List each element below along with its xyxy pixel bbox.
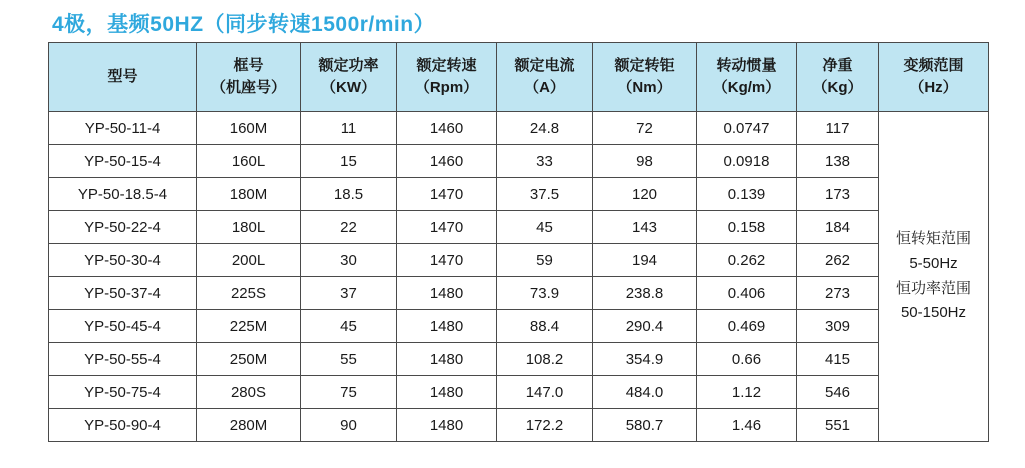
cell-model: YP-50-75-4 (49, 376, 197, 409)
cell-frame: 160L (197, 145, 301, 178)
table-row (49, 112, 989, 145)
cell-power: 55 (301, 343, 397, 376)
table-row (49, 211, 989, 244)
column-header-model (49, 43, 197, 112)
cell-current: 33 (497, 145, 593, 178)
column-header-vfd-range-line1: 变频范围 (903, 56, 964, 74)
cell-weight: 138 (797, 145, 879, 178)
cell-model: YP-50-45-4 (49, 310, 197, 343)
cell-torque: 120 (593, 178, 697, 211)
column-header-speed-line2: （Rpm） (414, 79, 479, 96)
column-header-power (301, 43, 397, 112)
column-header-weight (797, 43, 879, 112)
cell-current: 37.5 (497, 178, 593, 211)
column-header-power-line2: （KW） (321, 79, 376, 96)
cell-inertia: 0.66 (697, 343, 797, 376)
column-header-current-line1: 额定电流 (514, 56, 575, 74)
cell-current: 59 (497, 244, 593, 277)
cell-frame: 160M (197, 112, 301, 145)
table-row (49, 376, 989, 409)
cell-power: 30 (301, 244, 397, 277)
cell-torque: 354.9 (593, 343, 697, 376)
cell-power: 75 (301, 376, 397, 409)
cell-torque: 194 (593, 244, 697, 277)
column-header-model-line1: 型号 (107, 67, 138, 85)
column-header-inertia-line1: 转动惯量 (716, 56, 777, 74)
cell-power: 37 (301, 277, 397, 310)
cell-speed: 1480 (397, 310, 497, 343)
cell-speed: 1480 (397, 409, 497, 442)
vfd-range-line1: 恒转矩范围 (895, 230, 971, 247)
cell-weight: 117 (797, 112, 879, 145)
column-header-inertia (697, 43, 797, 112)
cell-speed: 1470 (397, 244, 497, 277)
cell-model: YP-50-90-4 (49, 409, 197, 442)
motor-spec-table (48, 42, 989, 442)
column-header-torque-line2: （Nm） (617, 79, 672, 96)
cell-inertia: 0.469 (697, 310, 797, 343)
cell-weight: 273 (797, 277, 879, 310)
cell-current: 108.2 (497, 343, 593, 376)
column-header-frame-line2: （机座号） (210, 79, 286, 96)
cell-torque: 143 (593, 211, 697, 244)
cell-current: 73.9 (497, 277, 593, 310)
cell-torque: 290.4 (593, 310, 697, 343)
cell-torque: 580.7 (593, 409, 697, 442)
cell-speed: 1480 (397, 376, 497, 409)
cell-frame: 225S (197, 277, 301, 310)
cell-inertia: 0.158 (697, 211, 797, 244)
cell-frame: 280S (197, 376, 301, 409)
table-row (49, 310, 989, 343)
table-row (49, 145, 989, 178)
cell-model: YP-50-37-4 (49, 277, 197, 310)
cell-model: YP-50-55-4 (49, 343, 197, 376)
column-header-power-line1: 额定功率 (318, 56, 379, 74)
column-header-vfd-range-line2: （Hz） (909, 79, 958, 96)
table-header-row (49, 43, 989, 112)
page-title: 4极，基频50HZ（同步转速1500r/min） (52, 13, 436, 36)
cell-model: YP-50-22-4 (49, 211, 197, 244)
cell-current: 24.8 (497, 112, 593, 145)
cell-speed: 1470 (397, 211, 497, 244)
cell-weight: 184 (797, 211, 879, 244)
column-header-inertia-line2: （Kg/m） (712, 79, 781, 96)
table-header (49, 43, 989, 112)
cell-inertia: 0.262 (697, 244, 797, 277)
vfd-range-line2: 5-50Hz (909, 254, 958, 272)
cell-power: 15 (301, 145, 397, 178)
cell-torque: 484.0 (593, 376, 697, 409)
cell-speed: 1480 (397, 277, 497, 310)
table-row (49, 343, 989, 376)
cell-inertia: 1.46 (697, 409, 797, 442)
column-header-speed-line1: 额定转速 (416, 56, 477, 74)
cell-speed: 1460 (397, 112, 497, 145)
cell-weight: 309 (797, 310, 879, 343)
cell-model: YP-50-15-4 (49, 145, 197, 178)
cell-weight: 551 (797, 409, 879, 442)
cell-current: 45 (497, 211, 593, 244)
cell-torque: 72 (593, 112, 697, 145)
cell-power: 90 (301, 409, 397, 442)
column-header-speed (397, 43, 497, 112)
cell-inertia: 0.139 (697, 178, 797, 211)
cell-speed: 1460 (397, 145, 497, 178)
cell-frame: 280M (197, 409, 301, 442)
cell-power: 11 (301, 112, 397, 145)
cell-model: YP-50-18.5-4 (49, 178, 197, 211)
cell-current: 172.2 (497, 409, 593, 442)
cell-power: 22 (301, 211, 397, 244)
cell-power: 45 (301, 310, 397, 343)
cell-speed: 1470 (397, 178, 497, 211)
cell-weight: 262 (797, 244, 879, 277)
table-row (49, 244, 989, 277)
cell-model: YP-50-11-4 (49, 112, 197, 145)
cell-weight: 546 (797, 376, 879, 409)
table-row (49, 277, 989, 310)
cell-torque: 238.8 (593, 277, 697, 310)
column-header-torque (593, 43, 697, 112)
cell-frame: 200L (197, 244, 301, 277)
cell-inertia: 0.0918 (697, 145, 797, 178)
cell-weight: 173 (797, 178, 879, 211)
cell-current: 147.0 (497, 376, 593, 409)
cell-frame: 225M (197, 310, 301, 343)
cell-frame: 180L (197, 211, 301, 244)
cell-model: YP-50-30-4 (49, 244, 197, 277)
spec-table-container (48, 42, 978, 442)
cell-frame: 180M (197, 178, 301, 211)
column-header-frame (197, 43, 301, 112)
vfd-range-line4: 50-150Hz (900, 304, 967, 322)
cell-current: 88.4 (497, 310, 593, 343)
cell-inertia: 0.406 (697, 277, 797, 310)
cell-power: 18.5 (301, 178, 397, 211)
column-header-current (497, 43, 593, 112)
cell-vfd-range (879, 112, 989, 442)
column-header-weight-line1: 净重 (822, 56, 853, 74)
table-row (49, 409, 989, 442)
column-header-torque-line1: 额定转钜 (614, 56, 675, 74)
cell-inertia: 0.0747 (697, 112, 797, 145)
column-header-frame-line1: 框号 (233, 56, 264, 74)
cell-torque: 98 (593, 145, 697, 178)
vfd-range-line3: 恒功率范围 (895, 279, 971, 297)
cell-inertia: 1.12 (697, 376, 797, 409)
table-body (49, 112, 989, 442)
column-header-current-line2: （A） (524, 79, 565, 96)
column-header-vfd-range (879, 43, 989, 112)
table-row (49, 178, 989, 211)
cell-weight: 415 (797, 343, 879, 376)
column-header-weight-line2: （Kg） (812, 79, 863, 96)
cell-speed: 1480 (397, 343, 497, 376)
cell-frame: 250M (197, 343, 301, 376)
